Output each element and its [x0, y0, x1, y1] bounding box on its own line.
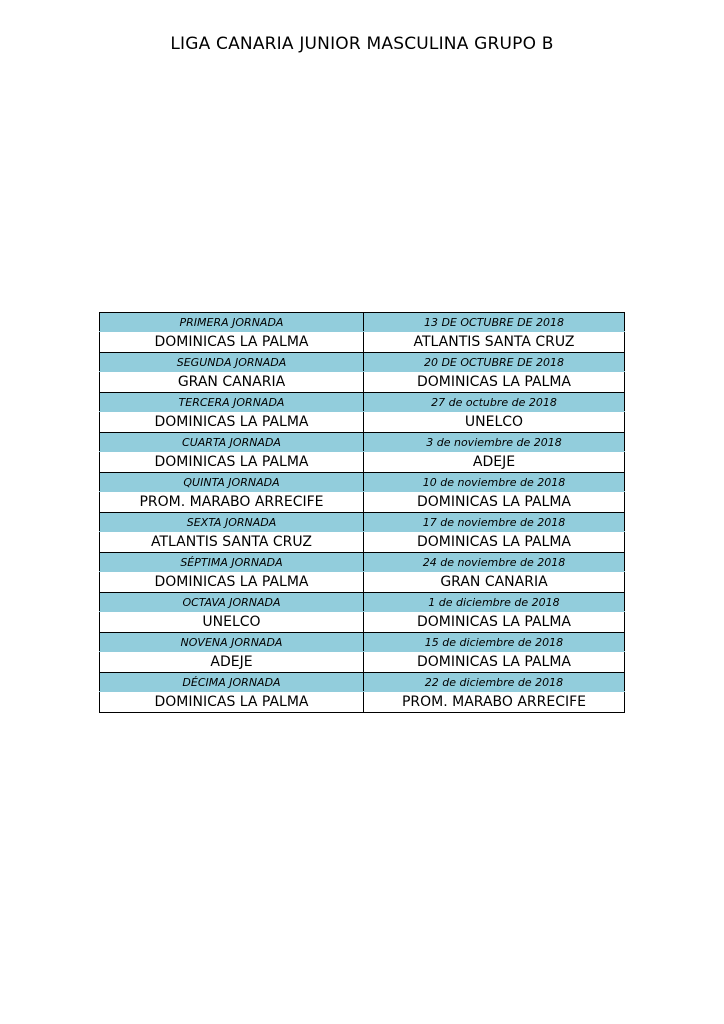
match-row — [100, 452, 625, 473]
away-team: DOMINICAS LA PALMA — [364, 492, 625, 513]
match-row — [100, 492, 625, 513]
round-header-row — [100, 393, 625, 412]
home-team: ADEJE — [100, 652, 364, 673]
jornada-date: 22 de diciembre de 2018 — [364, 673, 625, 692]
round-header-row — [100, 473, 625, 492]
home-team: DOMINICAS LA PALMA — [100, 332, 364, 353]
match-row — [100, 612, 625, 633]
round-header-row — [100, 313, 625, 332]
jornada-date: 20 DE OCTUBRE DE 2018 — [364, 353, 625, 372]
jornada-label: DÉCIMA JORNADA — [100, 673, 364, 692]
jornada-date: 24 de noviembre de 2018 — [364, 553, 625, 572]
jornada-label: TERCERA JORNADA — [100, 393, 364, 412]
jornada-date: 1 de diciembre de 2018 — [364, 593, 625, 612]
jornada-date: 27 de octubre de 2018 — [364, 393, 625, 412]
round-header-row — [100, 433, 625, 452]
jornada-date: 13 DE OCTUBRE DE 2018 — [364, 313, 625, 332]
round-header-row — [100, 553, 625, 572]
jornada-label: PRIMERA JORNADA — [100, 313, 364, 332]
match-row — [100, 692, 625, 713]
away-team: DOMINICAS LA PALMA — [364, 652, 625, 673]
jornada-label: SEGUNDA JORNADA — [100, 353, 364, 372]
jornada-date: 15 de diciembre de 2018 — [364, 633, 625, 652]
away-team: ATLANTIS SANTA CRUZ — [364, 332, 625, 353]
away-team: PROM. MARABO ARRECIFE — [364, 692, 625, 713]
round-header-row — [100, 513, 625, 532]
round-header-row — [100, 673, 625, 692]
round-header-row — [100, 593, 625, 612]
jornada-label: OCTAVA JORNADA — [100, 593, 364, 612]
jornada-date: 3 de noviembre de 2018 — [364, 433, 625, 452]
away-team: DOMINICAS LA PALMA — [364, 532, 625, 553]
home-team: DOMINICAS LA PALMA — [100, 572, 364, 593]
match-row — [100, 412, 625, 433]
away-team: DOMINICAS LA PALMA — [364, 612, 625, 633]
home-team: UNELCO — [100, 612, 364, 633]
home-team: PROM. MARABO ARRECIFE — [100, 492, 364, 513]
round-header-row — [100, 633, 625, 652]
page-title: LIGA CANARIA JUNIOR MASCULINA GRUPO B — [170, 34, 554, 54]
home-team: DOMINICAS LA PALMA — [100, 692, 364, 713]
home-team: DOMINICAS LA PALMA — [100, 452, 364, 473]
round-header-row — [100, 353, 625, 372]
jornada-label: QUINTA JORNADA — [100, 473, 364, 492]
jornada-date: 17 de noviembre de 2018 — [364, 513, 625, 532]
match-row — [100, 332, 625, 353]
match-row — [100, 372, 625, 393]
jornada-label: SÉPTIMA JORNADA — [100, 553, 364, 572]
away-team: ADEJE — [364, 452, 625, 473]
home-team: GRAN CANARIA — [100, 372, 364, 393]
away-team: GRAN CANARIA — [364, 572, 625, 593]
away-team: UNELCO — [364, 412, 625, 433]
home-team: DOMINICAS LA PALMA — [100, 412, 364, 433]
match-row — [100, 652, 625, 673]
jornada-date: 10 de noviembre de 2018 — [364, 473, 625, 492]
schedule-table — [99, 312, 625, 713]
away-team: DOMINICAS LA PALMA — [364, 372, 625, 393]
jornada-label: CUARTA JORNADA — [100, 433, 364, 452]
jornada-label: NOVENA JORNADA — [100, 633, 364, 652]
match-row — [100, 532, 625, 553]
home-team: ATLANTIS SANTA CRUZ — [100, 532, 364, 553]
jornada-label: SEXTA JORNADA — [100, 513, 364, 532]
match-row — [100, 572, 625, 593]
